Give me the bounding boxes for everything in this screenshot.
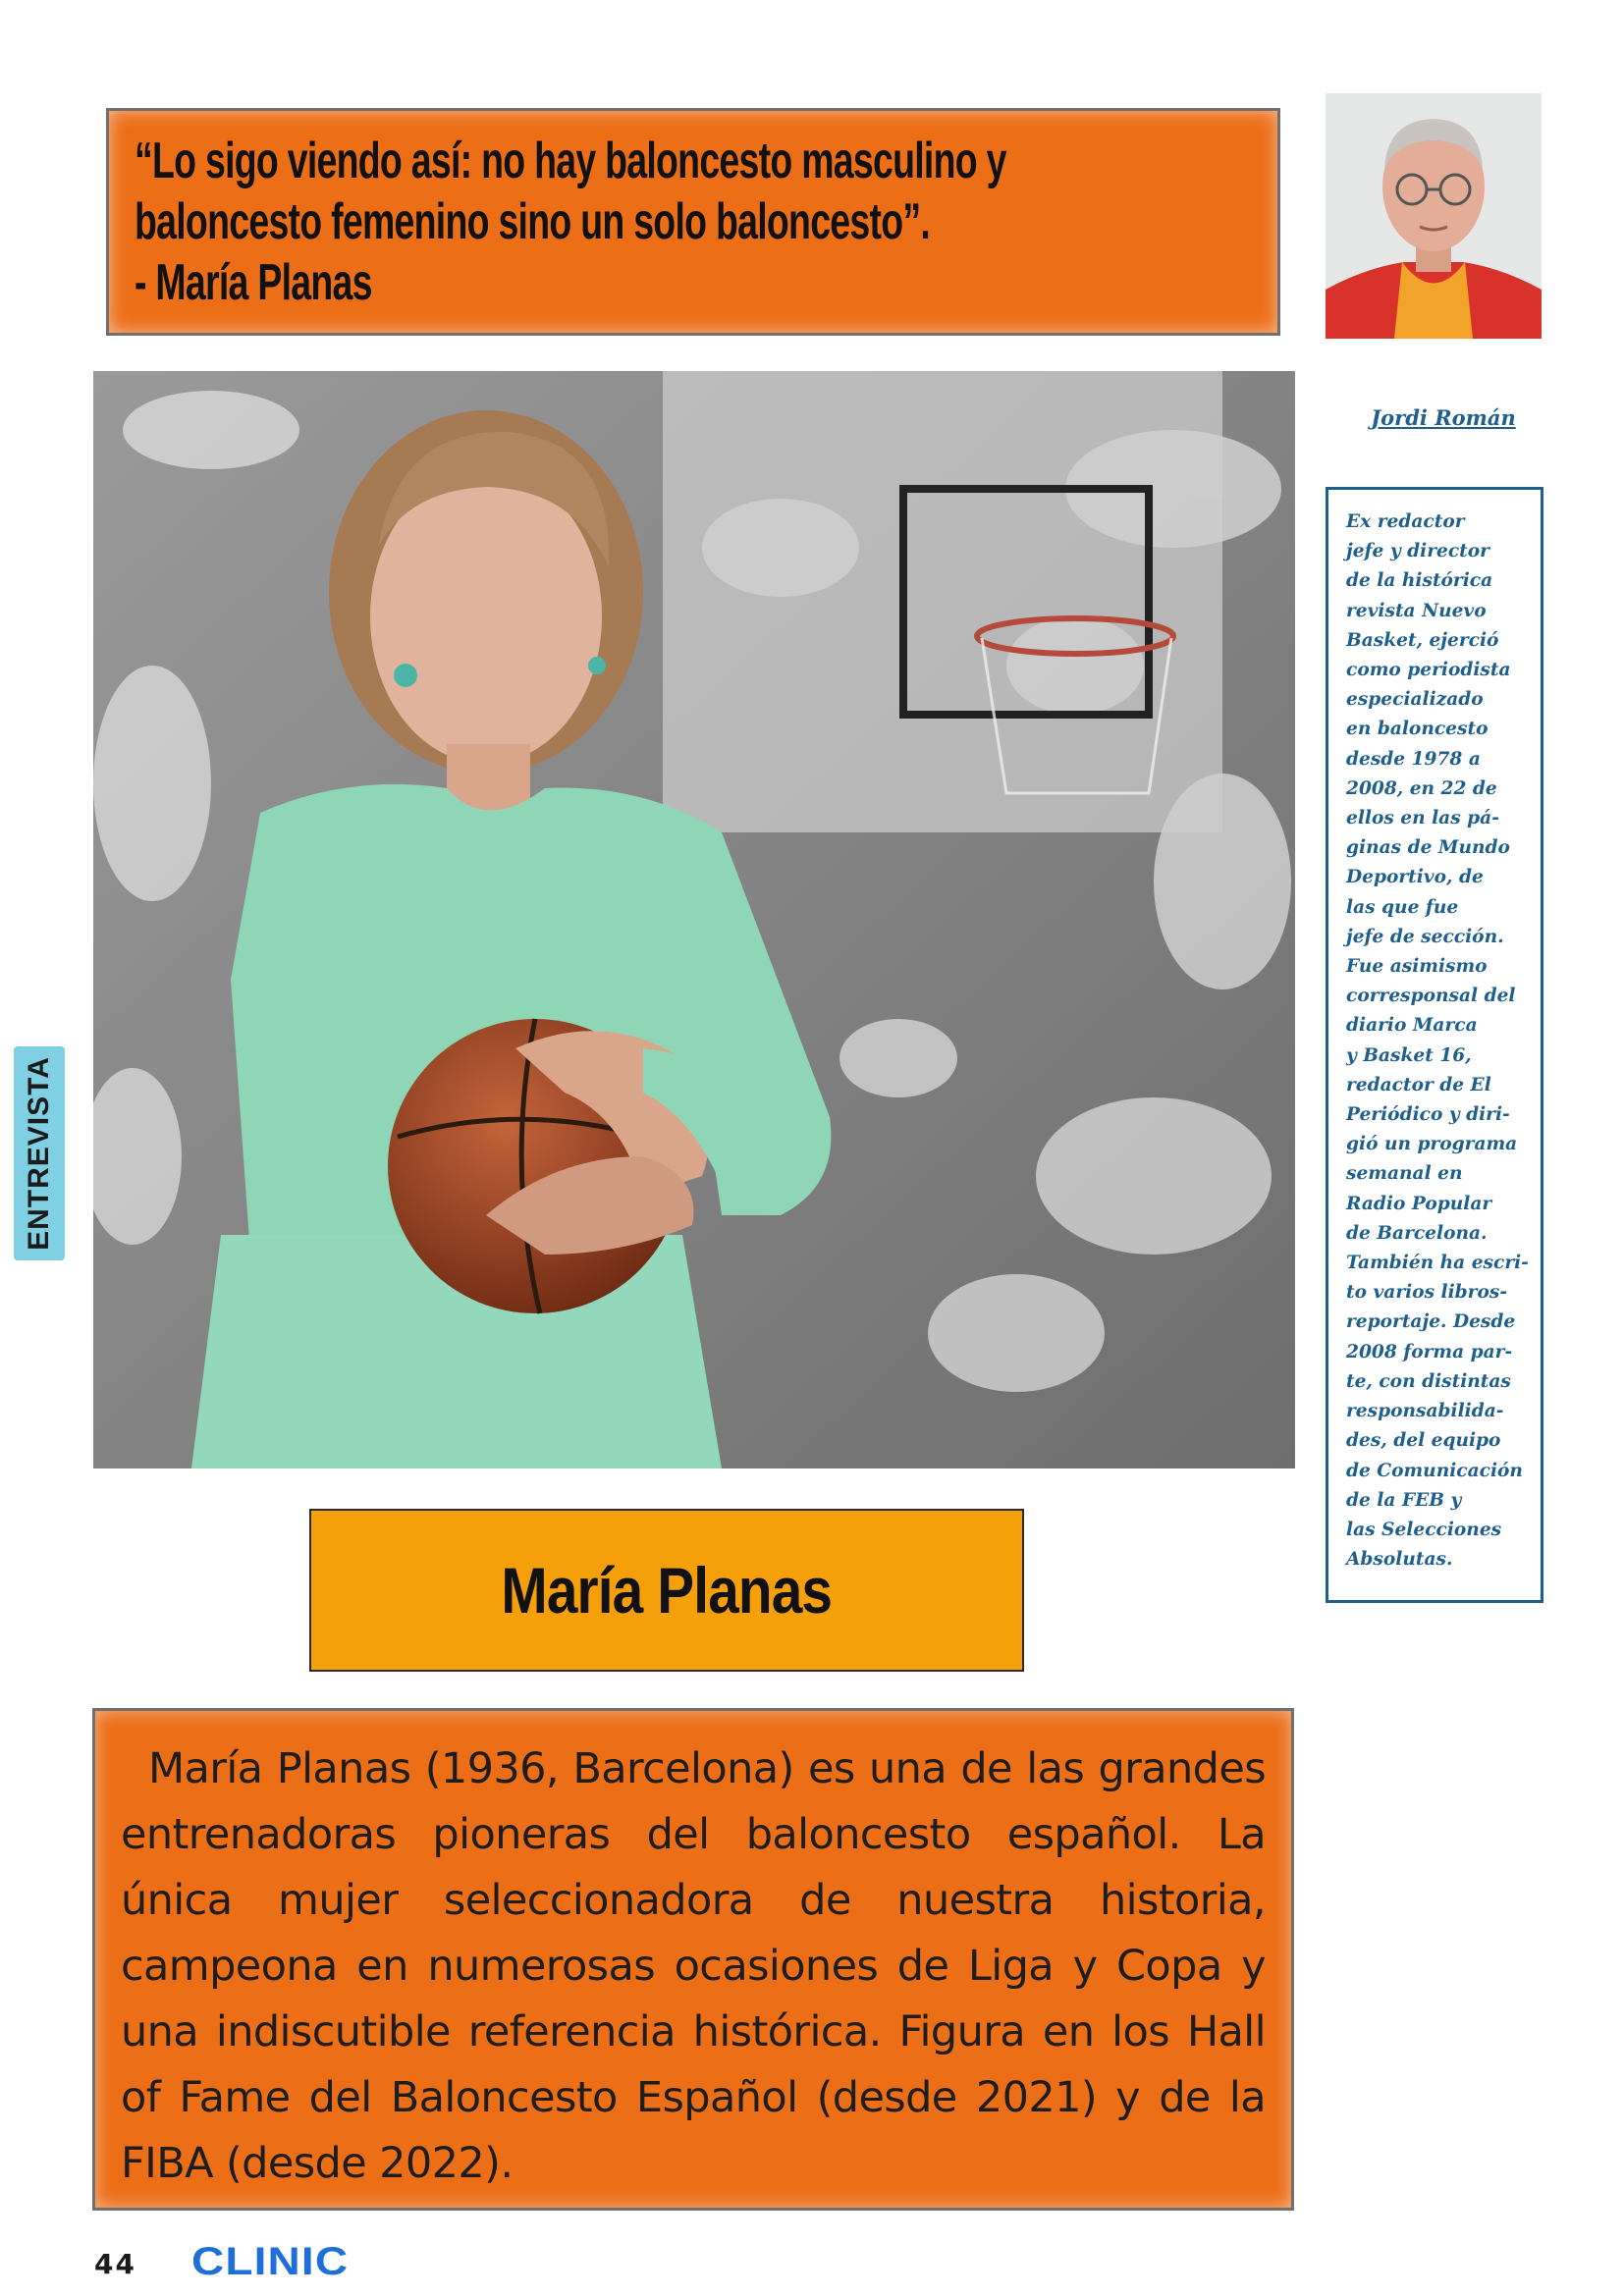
subject-name: María Planas <box>501 1554 833 1627</box>
section-tag <box>14 1046 65 1260</box>
description-text: María Planas (1936, Barcelona) es una de las grandes entrenadoras pioneras del baloncesto español. La única mujer seleccionadora de nuestra historia, campeona en numerosas ocasiones de Liga y Copa y una indiscutible referencia histórica. Figura en los Hall of Fame del Baloncesto Español (desde 2021) y de la FIBA (desde 2022). <box>121 1744 1266 2188</box>
quote-box <box>106 108 1280 336</box>
author-bio-box <box>1326 487 1543 1603</box>
magazine-logo: CLINIC <box>191 2240 350 2283</box>
quote-line: - María Planas <box>135 254 372 311</box>
author-bio: Ex redactor jefe y director de la histórica revista Nuevo Basket, ejerció como periodista especializado en baloncesto desde 1978 a 2008, en 22 de ellos en las pá- ginas de Mundo Deportivo, de las que fue jefe de sección. Fue asimismo corresponsal del diario Marca y Basket 16, redactor de El Periódico y diri- gió un programa semanal en Radio Popular de Barcelona. También ha escri- to varios libros- reportaje. Desde 2008 forma par- te, con distintas responsabilida- des, del equipo de Comunicación de la FEB y las Selecciones Absolutas. <box>1346 511 1529 1571</box>
main-photo-illustration <box>93 371 1295 1468</box>
name-box <box>309 1509 1024 1672</box>
author-portrait-illustration <box>1326 93 1542 339</box>
quote-text <box>135 131 1237 313</box>
quote-line: “Lo sigo viendo así: no hay baloncesto masculino y <box>135 133 1006 189</box>
description-box <box>92 1708 1294 2211</box>
author-photo <box>1326 93 1542 339</box>
main-photo <box>93 371 1295 1468</box>
section-tag-label: ENTREVISTA <box>23 1056 55 1251</box>
author-name: Jordi Román <box>1371 405 1516 430</box>
page-number: 44 <box>94 2248 136 2280</box>
quote-line: baloncesto femenino sino un solo baloncesto”. <box>135 193 931 250</box>
